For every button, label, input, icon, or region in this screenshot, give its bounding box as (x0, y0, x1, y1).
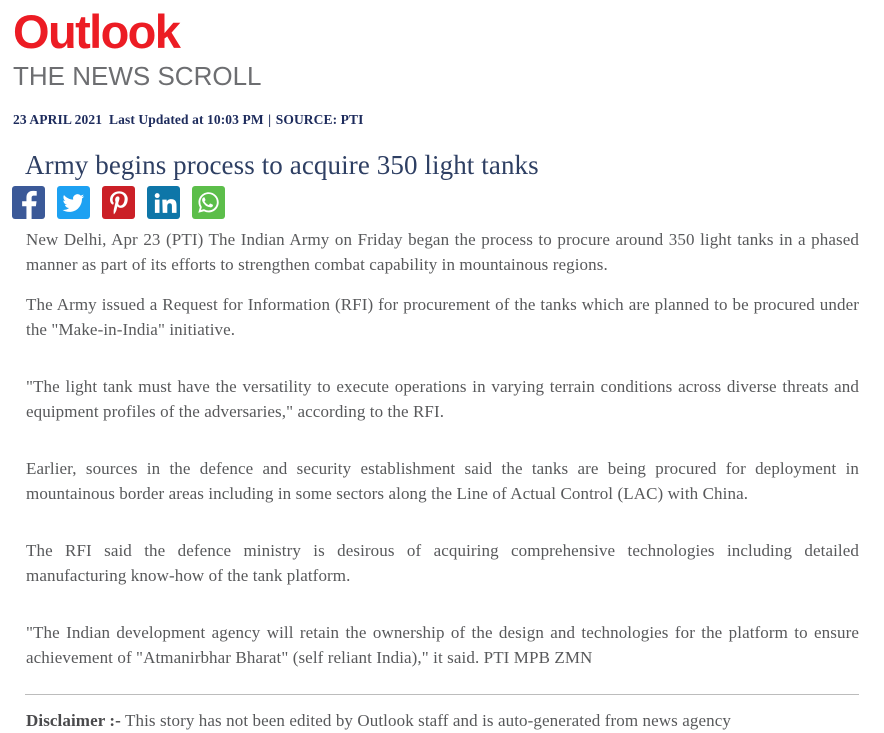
linkedin-share-icon[interactable] (147, 186, 180, 219)
section-divider (25, 694, 859, 695)
meta-separator: | (268, 112, 272, 127)
article-source: SOURCE: PTI (275, 112, 364, 127)
article-meta (13, 112, 884, 128)
disclaimer (26, 708, 859, 733)
outlook-logo[interactable]: Outlook (13, 5, 180, 58)
article-paragraph: New Delhi, Apr 23 (PTI) The Indian Army on Friday began the process to procure around 350 light tanks in a phased manner as part of its efforts to strengthen combat capability in mountainous regions. (26, 230, 859, 274)
twitter-share-icon[interactable] (57, 186, 90, 219)
article-paragraph: "The Indian development agency will retain the ownership of the design and technologies for the platform to ensure achievement of "Atmanirbhar Bharat" (self reliant India)," it said. PTI MPB ZMN (26, 623, 859, 667)
article-paragraph: The RFI said the defence ministry is desirous of acquiring comprehensive technologies including detailed manufacturing know-how of the tank platform. (26, 541, 859, 585)
article-paragraph: "The light tank must have the versatility to execute operations in varying terrain conditions across diverse threats and equipment profiles of the adversaries," according to the RFI. (26, 377, 859, 421)
section-title: THE NEWS SCROLL (13, 61, 262, 91)
social-share-bar (12, 186, 884, 219)
pinterest-share-icon[interactable] (102, 186, 135, 219)
masthead (0, 0, 884, 91)
publish-date: 23 APRIL 2021 (13, 112, 103, 127)
article-paragraph: Earlier, sources in the defence and security establishment said the tanks are being procured for deployment in mountainous border areas including in some sectors along the Line of Actual Control (LAC) with China. (26, 459, 859, 503)
page-title: Army begins process to acquire 350 light tanks (25, 150, 539, 180)
disclaimer-text: This story has not been edited by Outlook staff and is auto-generated from news agency (120, 711, 731, 730)
whatsapp-share-icon[interactable] (192, 186, 225, 219)
disclaimer-label: Disclaimer :- (26, 711, 121, 730)
article-paragraph: The Army issued a Request for Information (RFI) for procurement of the tanks which are planned to be procured under the "Make-in-India" initiative. (26, 295, 859, 339)
article-body (0, 227, 884, 670)
facebook-share-icon[interactable] (12, 186, 45, 219)
last-updated: Last Updated at 10:03 PM (109, 112, 264, 127)
